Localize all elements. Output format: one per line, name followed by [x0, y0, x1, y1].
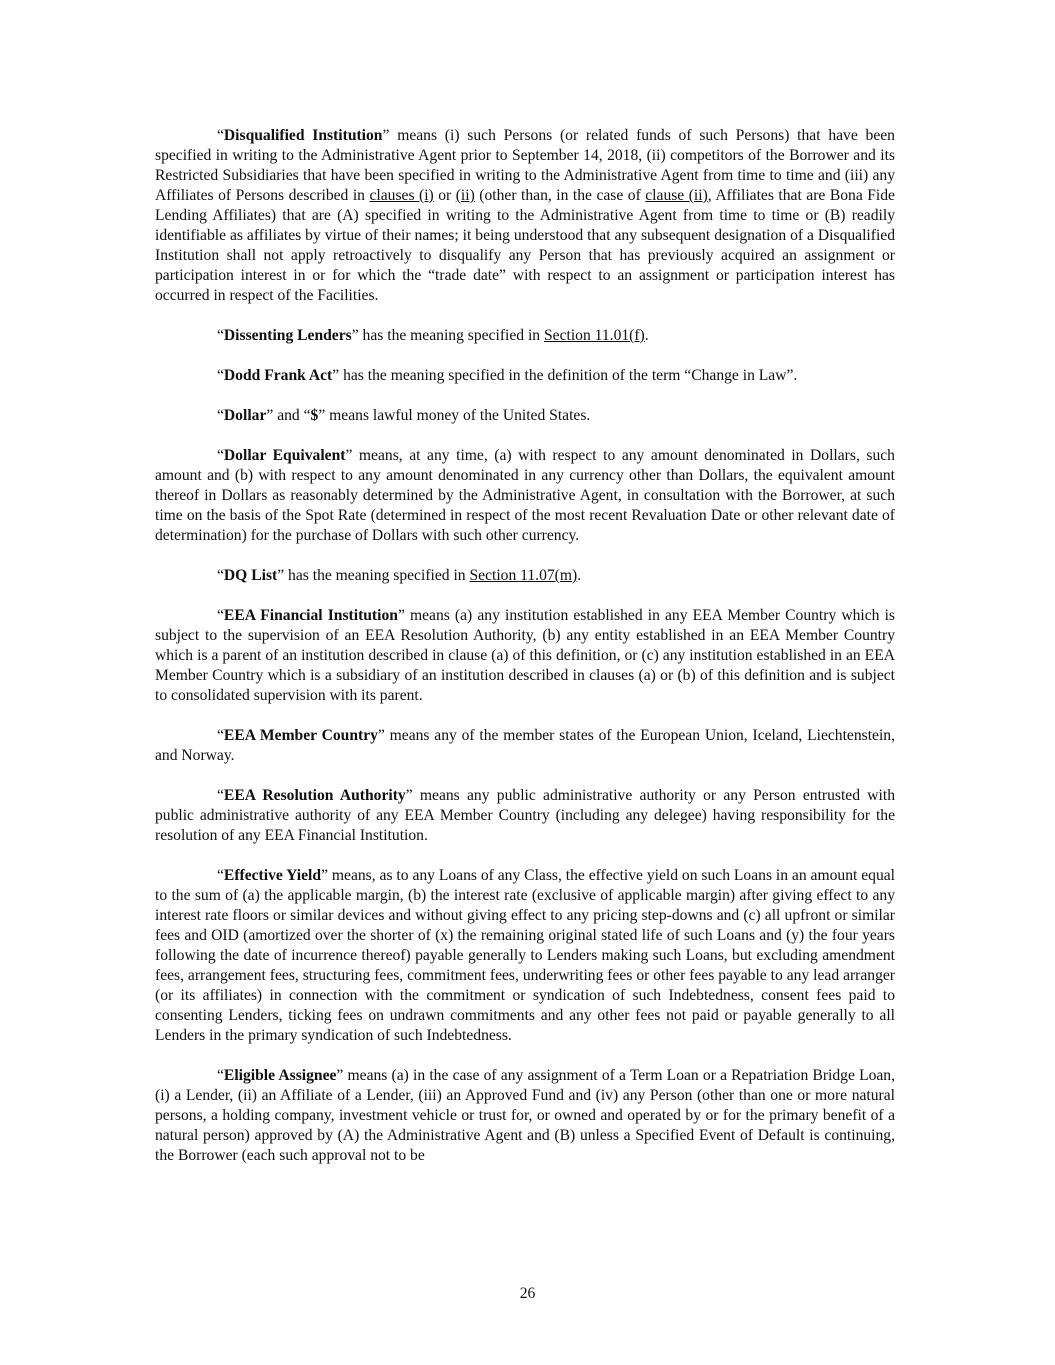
definition-paragraph: “Dodd Frank Act” has the meaning specified in the definition of the term “Change in Law”.	[217, 367, 798, 384]
defined-term: Dissenting Lenders	[223, 327, 352, 344]
definition-paragraph: “EEA Member Country” means any of the member states of the European Union, Iceland, Liechtenstein, and Norway.	[155, 727, 895, 764]
defined-term: EEA Member Country	[223, 727, 378, 744]
definitions-list	[155, 126, 895, 1186]
definition-paragraph: “Dissenting Lenders” has the meaning specified in Section 11.01(f).	[217, 327, 649, 344]
definition-text: means (a) any institution established in any EEA Member Country which is subject to the supervision of an EEA Resolution Authority, (b) any entity established in an EEA Member Country which is a parent of an institution described in clause (a) of this definition, or (c) any institution established in an EEA Member Country which is a subsidiary of an institution described in clauses (a) or (b) of this definition and is subject to consolidated supervision with its parent.	[155, 607, 895, 704]
definition-text: means lawful money of the United States.	[329, 407, 591, 424]
cross-reference: clause (ii)	[645, 187, 708, 204]
definition-text: , Affiliates that are Bona Fide Lending Affiliates) that are (A) specified in writing to the Administrative Agent from time to time or (B) readily identifiable as affiliates by virtue of their names; it being understood that any subsequent designation of a Disqualified Institution shall not apply retroactively to disqualify any Person that has previously acquired an assignment or participation interest in or for which the “trade date” with respect to an assignment or participation interest has occurred in respect of the Facilities.	[155, 187, 895, 304]
definition-paragraph: “Dollar Equivalent” means, at any time, (a) with respect to any amount denominated in Dollars, such amount and (b) with respect to any amount denominated in any currency other than Dollars, the equivalent amount thereof in Dollars as reasonably determined by the Administrative Agent, in consultation with the Borrower, at such time on the basis of the Spot Rate (determined in respect of the most recent Revaluation Date or other relevant date of determination) for the purchase of Dollars with such other currency.	[155, 447, 895, 544]
definition-text: .	[577, 567, 582, 584]
cross-reference: (ii)	[455, 187, 475, 204]
definition-text: or	[433, 187, 456, 204]
definition-text: means, as to any Loans of any Class, the effective yield on such Loans in an amount equal to the sum of (a) the applicable margin, (b) the interest rate (exclusive of applicable margin) after giving effect to any interest rate floors or similar devices and without giving effect to any pricing step-downs and (c) all upfront or similar fees and OID (amortized over the shorter of (x) the remaining original stated life of such Loans and (y) the four years following the date of incurrence thereof) payable generally to Lenders making such Loans, but excluding amendment fees, arrangement fees, structuring fees, commitment fees, underwriting fees or other fees payable to any lead arranger (or its affiliates) in connection with the commitment or syndication of such Indebtedness, consent fees paid to consenting Lenders, ticking fees on undrawn commitments and any other fees not paid or payable generally to all Lenders in the primary syndication of such Indebtedness.	[155, 867, 895, 1044]
definition-text: .	[644, 327, 649, 344]
definition-paragraph: “EEA Financial Institution” means (a) any institution established in any EEA Member Country which is subject to the supervision of an EEA Resolution Authority, (b) any entity established in an EEA Member Country which is a parent of an institution described in clause (a) of this definition, or (c) any institution established in an EEA Member Country which is a subsidiary of an institution described in clauses (a) or (b) of this definition and is subject to consolidated supervision with its parent.	[155, 607, 895, 704]
definition-text: means, at any time, (a) with respect to any amount denominated in Dollars, such amount and (b) with respect to any amount denominated in any currency other than Dollars, the equivalent amount thereof in Dollars as reasonably determined by the Administrative Agent, in consultation with the Borrower, at such time on the basis of the Spot Rate (determined in respect of the most recent Revaluation Date or other relevant date of determination) for the purchase of Dollars with such other currency.	[155, 447, 895, 544]
definition-paragraph: “Effective Yield” means, as to any Loans of any Class, the effective yield on such Loans in an amount equal to the sum of (a) the applicable margin, (b) the interest rate (exclusive of applicable margin) after giving effect to any interest rate floors or similar devices and without giving effect to any pricing step-downs and (c) all upfront or similar fees and OID (amortized over the shorter of (x) the remaining original stated life of such Loans and (y) the four years following the date of incurrence thereof) payable generally to Lenders making such Loans, but excluding amendment fees, arrangement fees, structuring fees, commitment fees, underwriting fees or other fees payable to any lead arranger (or its affiliates) in connection with the commitment or syndication of such Indebtedness, consent fees paid to consenting Lenders, ticking fees on undrawn commitments and any other fees not paid or payable generally to all Lenders in the primary syndication of such Indebtedness.	[155, 867, 895, 1044]
defined-term: Eligible Assignee	[223, 1067, 337, 1084]
term-connector: and	[277, 407, 300, 424]
definition-paragraph: “DQ List” has the meaning specified in Section 11.07(m).	[217, 567, 582, 584]
definition-text: means any of the member states of the European Union, Iceland, Liechtenstein, and Norway.	[155, 727, 895, 764]
definition-text: has the meaning specified in	[288, 567, 470, 584]
defined-term: DQ List	[223, 567, 278, 584]
defined-term: Dodd Frank Act	[223, 367, 333, 384]
cross-reference: Section 11.07(m)	[469, 567, 578, 584]
cross-reference: Section 11.01(f)	[543, 327, 645, 344]
defined-term-alt: $	[310, 407, 319, 424]
defined-term: Effective Yield	[223, 867, 322, 884]
definition-text: (other than, in the case of	[474, 187, 646, 204]
definition-paragraph: “EEA Resolution Authority” means any public administrative authority or any Person entrusted with public administrative authority of any EEA Member Country (including any delegee) having responsibility for the resolution of any EEA Financial Institution.	[155, 787, 896, 844]
defined-term: EEA Resolution Authority	[223, 787, 406, 804]
defined-term: EEA Financial Institution	[223, 607, 398, 624]
definition-paragraph: “Dollar” and “$” means lawful money of the United States.	[217, 407, 591, 424]
defined-term: Dollar Equivalent	[223, 447, 346, 464]
defined-term: Dollar	[223, 407, 267, 424]
definition-text: has the meaning specified in the definition of the term “Change in Law”.	[343, 367, 798, 384]
definition-paragraph: “Disqualified Institution” means (i) such Persons (or related funds of such Persons) that have been specified in writing to the Administrative Agent prior to September 14, 2018, (ii) competitors of the Borrower and its Restricted Subsidiaries that have been specified in writing to the Administrative Agent from time to time and (iii) any Affiliates of Persons described in clauses (i) or (ii) (other than, in the case of clause (ii), Affiliates that are Bona Fide Lending Affiliates) that are (A) specified in writing to the Administrative Agent from time to time or (B) readily identifiable as affiliates by virtue of their names; it being understood that any subsequent designation of a Disqualified Institution shall not apply retroactively to disqualify any Person that has previously acquired an assignment or participation interest in or for which the “trade date” with respect to an assignment or participation interest has occurred in respect of the Facilities.	[155, 127, 895, 304]
cross-reference: clauses (i)	[369, 187, 434, 204]
definition-text: means (a) in the case of any assignment of a Term Loan or a Repatriation Bridge Loan, (i) a Lender, (ii) an Affiliate of a Lender, (iii) an Approved Fund and (iv) any Person (other than one or more natural persons, a holding company, investment vehicle or trust for, or owned and operated by or for the primary benefit of a natural person) approved by (A) the Administrative Agent and (B) unless a Specified Event of Default is continuing, the Borrower (each such approval not to be	[155, 1067, 896, 1164]
definition-paragraph: “Eligible Assignee” means (a) in the case of any assignment of a Term Loan or a Repatriation Bridge Loan, (i) a Lender, (ii) an Affiliate of a Lender, (iii) an Approved Fund and (iv) any Person (other than one or more natural persons, a holding company, investment vehicle or trust for, or owned and operated by or for the primary benefit of a natural person) approved by (A) the Administrative Agent and (B) unless a Specified Event of Default is continuing, the Borrower (each such approval not to be	[155, 1067, 896, 1164]
definition-text: means (i) such Persons (or related funds of such Persons) that have been specified in writing to the Administrative Agent prior to September 14, 2018, (ii) competitors of the Borrower and its Restricted Subsidiaries that have been specified in writing to the Administrative Agent from time to time and (iii) any Affiliates of Persons described in	[155, 127, 895, 204]
page-number: 26	[519, 1285, 536, 1302]
definition-text: has the meaning specified in	[362, 327, 544, 344]
definition-text: means any public administrative authority or any Person entrusted with public administrative authority of any EEA Member Country (including any delegee) having responsibility for the resolution of any EEA Financial Institution.	[155, 787, 896, 844]
defined-term: Disqualified Institution	[223, 127, 383, 144]
